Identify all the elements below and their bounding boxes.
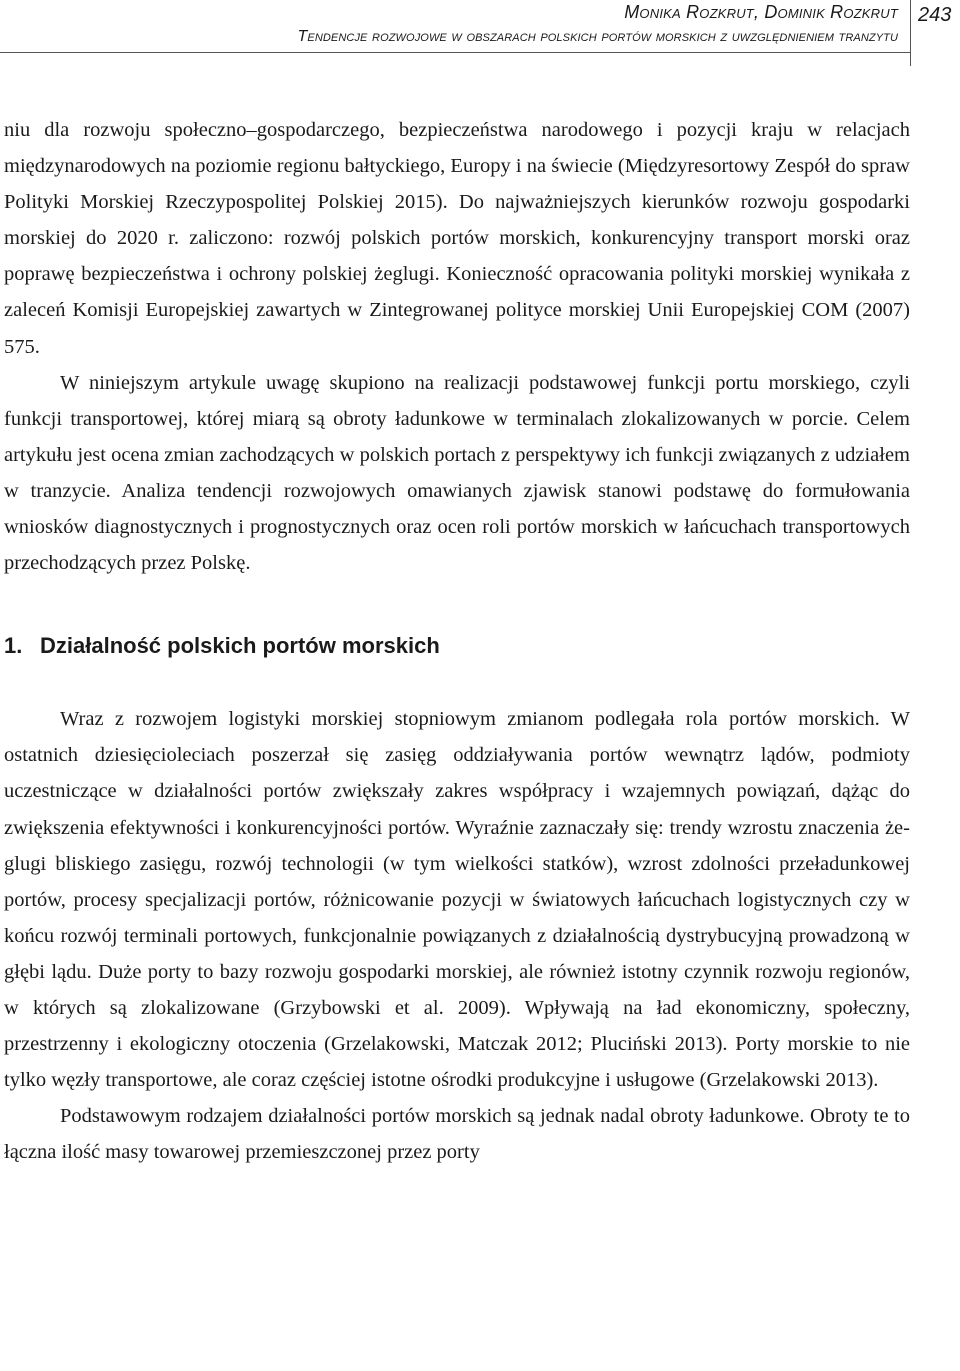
header-article-title: Tendencje rozwojowe w obszarach polskich portów morskich z uwzględnieniem tranzytu (297, 28, 898, 45)
running-header (0, 0, 960, 70)
header-horizontal-rule (0, 52, 910, 53)
section-title: Działalność polskich portów morskich (40, 633, 440, 659)
paragraph-article-aim: W niniejszym artykule uwagę skupiono na realizacji podstawowej funkcji portu morskiego, czyli funkcji transportowej, której miarą są obroty ładunkowe w terminalach zlokalizowanych w porcie. Celem artykułu jest ocena zmian zachodzących w polskich portach z perspektywy ich funkcji związanych z udziałem w tranzycie. Analiza tendencji rozwojowych omawianych zjawisk stanowi podstawę do formułowania wniosków diagnostycznych i prognostycznych oraz ocen roli portów morskich w łańcuchach transportowych przechodzących przez Polskę. (4, 371, 910, 575)
paragraph-port-role: Wraz z rozwojem logistyki morskiej stopniowym zmianom podlegała rola portów morskich. W ostatnich dziesięcioleciach poszerzał się zasięg oddziaływania portów wewnątrz lądów, podmioty uczestniczące w działalności portów zwiększały zakres współpracy i wzajemnych powiązań, dążąc do zwiększenia efektywności i konkurencyjności portów. Wyraźnie zaznaczały się: trendy wzrostu znaczenia żeglugi bliskiego zasięgu, rozwój technologii (w tym wielkości statków), wzrost zdolności przeładunkowej portów, procesy specjalizacji portów, różnicowanie pozycji w światowych łańcuchach logistycznych czy w końcu rozwój terminali portowych, funkcjonalnie powiązanych z działalnością dystrybucyjną prowadzoną w głębi lądu. Duże porty to bazy rozwoju gospodarki morskiej, ale również istotny czynnik rozwoju regionów, w których są zlokalizowane (Grzybowski et al. 2009). Wpływają na ład ekonomiczny, społeczny, przestrzenny i ekologiczny otoczenia (Grzelakowski, Matczak 2012; Pluciński 2013). Porty morskie to nie tylko węzły transportowe, ale coraz częściej istotne ośrodki produkcyjne i usługowe (Grzelakowski 2013). (4, 708, 910, 1092)
section-number: 1. (4, 633, 23, 659)
article-body (4, 112, 910, 1170)
section-heading (4, 611, 910, 681)
header-vertical-rule (910, 0, 911, 66)
page-number: 243 (918, 4, 952, 26)
paragraph-continued: niu dla rozwoju społeczno–gospodarczego, bezpieczeństwa narodowego i pozycji kraju w relacjach międzynarodowych na poziomie regionu bałtyckiego, Europy i na świecie (Międzyresortowy Zespół do spraw Polityki Morskiej Rzeczypospolitej Polskiej 2015). Do najważniejszych kierunków rozwoju gospodarki morskiej do 2020 r. zaliczono: rozwój polskich portów morskich, konkurencyjny transport morski oraz poprawę bezpieczeństwa i ochrony polskiej żeglugi. Konieczność opracowania polityki morskiej wynikała z zaleceń Komisji Europejskiej zawartych w Zintegrowanej polityce morskiej Unii Europejskiej COM (2007) 575. (4, 119, 910, 358)
paragraph-cargo-turnover: Podstawowym rodzajem działalności portów morskich są jednak nadal obroty ładunkowe. Obroty te to łączna ilość masy towarowej przemieszczonej przez porty (4, 1105, 910, 1164)
header-authors: Monika Rozkrut, Dominik Rozkrut (624, 2, 898, 22)
